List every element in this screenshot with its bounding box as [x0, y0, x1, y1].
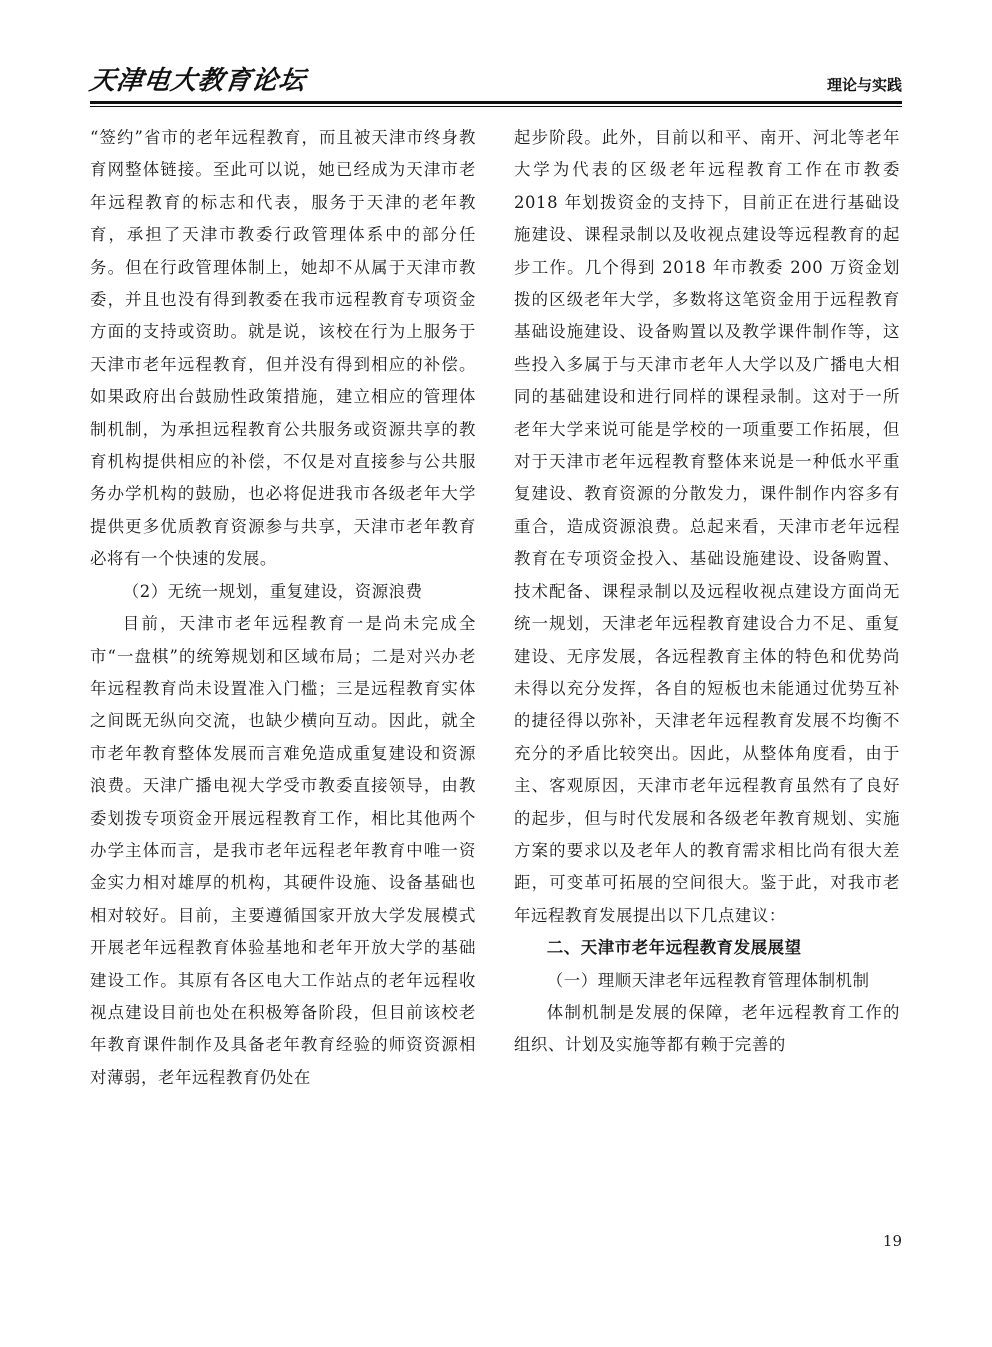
left-column — [90, 122, 476, 1094]
paragraph: “签约”省市的老年远程教育，而且被天津市终身教育网整体链接。至此可以说，她已经成为天津市老年远程教育的标志和代表，服务于天津的老年教育，承担了天津市教委行政管理体系中的部分任务。但在行政管理体制上，她却不从属于天津市教委，并且也没有得到教委在我市远程教育专项资金方面的支持或资助。就是说，该校在行为上服务于天津市老年远程教育，但并没有得到相应的补偿。如果政府出台鼓励性政策措施，建立相应的管理体制机制，为承担远程教育公共服务或资源共享的教育机构提供相应的补偿，不仅是对直接参与公共服务办学机构的鼓励，也必将促进我市各级老年大学提供更多优质教育资源参与共享，天津市老年教育必将有一个快速的发展。 — [90, 128, 476, 569]
journal-logo: 天津电大教育论坛 — [87, 66, 308, 96]
section-heading: 二、天津市老年远程教育发展展望 — [546, 938, 802, 958]
sub-heading: （2）无统一规划，重复建设，资源浪费 — [122, 581, 423, 601]
sub-heading: （一）理顺天津老年远程教育管理体制机制 — [546, 970, 870, 990]
page-header — [87, 58, 902, 102]
page-number: 19 — [882, 1232, 902, 1250]
section-label: 理论与实践 — [826, 76, 902, 94]
header-rule-thick — [90, 101, 902, 104]
paragraph: 目前，天津市老年远程教育一是尚未完成全市“一盘棋”的统筹规划和区域布局；二是对兴办老年远程教育尚未设置准入门槛；三是远程教育实体之间既无纵向交流，也缺少横向互动。因此，就全市老年教育整体发展而言难免造成重复建设和资源浪费。天津广播电视大学受市教委直接领导，由教委划拨专项资金开展远程教育工作，相比其他两个办学主体而言，是我市老年远程老年教育中唯一资金实力相对雄厚的机构，其硬件设施、设备基础也相对较好。目前，主要遵循国家开放大学发展模式开展老年远程教育体验基地和老年开放大学的基础建设工作。其原有各区电大工作站点的老年远程收视点建设目前也处在积极筹备阶段，但目前该校老年教育课件制作及具备老年教育经验的师资资源相对薄弱，老年远程教育仍处在 — [90, 614, 476, 1087]
right-column — [514, 122, 900, 1062]
paragraph: 体制机制是发展的保障，老年远程教育工作的组织、计划及实施等都有赖于完善的 — [514, 1002, 900, 1055]
header-rule-thin — [90, 106, 902, 107]
paragraph: 起步阶段。此外，目前以和平、南开、河北等老年大学为代表的区级老年远程教育工作在市教委 2018 年划拨资金的支持下，目前正在进行基础设施建设、课程录制以及收视点建设等远程教育的起步工作。几个得到 2018 年市教委 200 万资金划拨的区级老年大学，多数将这笔资金用于远程教育基础设施建设、设备购置以及教学课件制作等，这些投入多属于与天津市老年人大学以及广播电大相同的基础建设和进行同样的课程录制。这对于一所老年大学来说可能是学校的一项重要工作拓展，但对于天津市老年远程教育整体来说是一种低水平重复建设、教育资源的分散发力，课件制作内容多有重合，造成资源浪费。总起来看，天津市老年远程教育在专项资金投入、基础设施建设、设备购置、技术配备、课程录制以及远程收视点建设方面尚无统一规划，天津老年远程教育建设合力不足、重复建设、无序发展，各远程教育主体的特色和优势尚未得以充分发挥，各自的短板也未能通过优势互补的捷径得以弥补，天津老年远程教育发展不均衡不充分的矛盾比较突出。因此，从整体角度看，由于主、客观原因，天津市老年远程教育虽然有了良好的起步，但与时代发展和各级老年教育规划、实施方案的要求以及老年人的教育需求相比尚有很大差距，可变革可拓展的空间很大。鉴于此，对我市老年远程教育发展提出以下几点建议： — [514, 128, 900, 925]
